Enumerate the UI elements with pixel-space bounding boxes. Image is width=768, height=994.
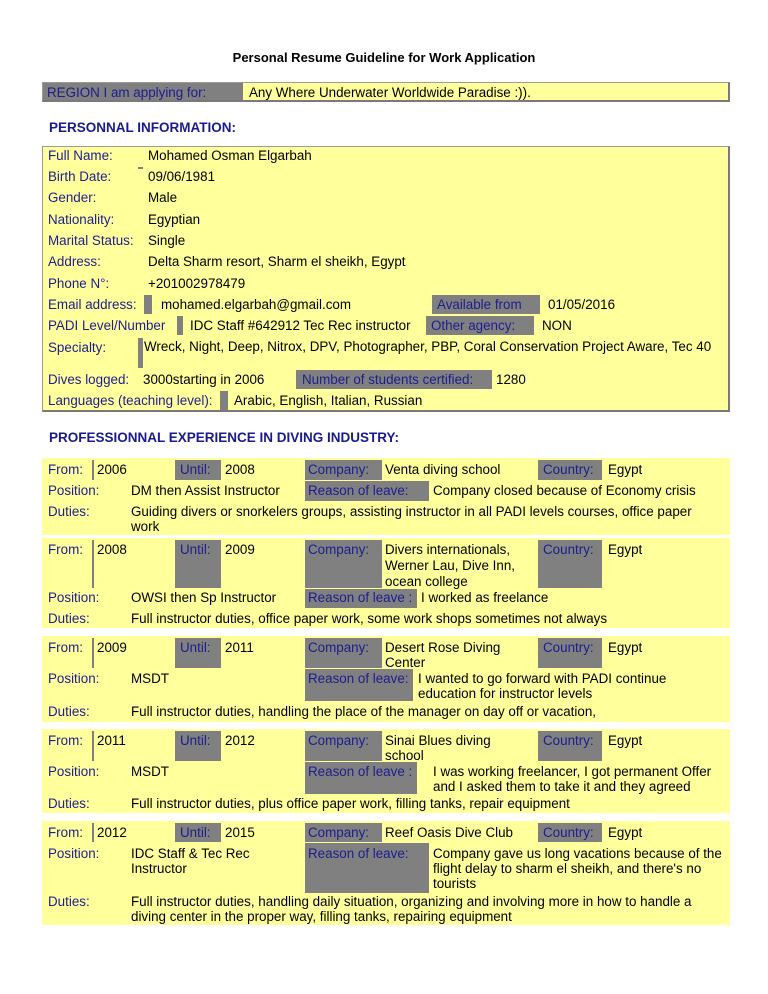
duties-label: Duties: [48, 796, 90, 811]
from-label: From: [48, 542, 83, 557]
fullname-label: Full Name: [48, 148, 113, 163]
until-label: Until: [180, 825, 211, 840]
experience-heading: PROFESSIONNAL EXPERIENCE IN DIVING INDUSTRY: [49, 430, 400, 445]
country-value: Egypt [608, 825, 643, 840]
until-value: 2011 [225, 640, 254, 655]
from-label: From: [48, 640, 83, 655]
position-label: Position: [48, 846, 100, 861]
country-value: Egypt [608, 462, 643, 477]
dives-label: Dives logged: [48, 372, 130, 387]
address-label: Address: [48, 254, 101, 269]
until-value: 2009 [225, 542, 255, 557]
company-label: Company: [308, 640, 370, 655]
position-value: IDC Staff & Tec Rec Instructor [131, 846, 250, 876]
birth-label: Birth Date: [48, 169, 112, 184]
position-value: OWSI then Sp Instructor [131, 590, 277, 605]
from-value: 2008 [97, 542, 127, 557]
reason-value: I was working freelancer, I got permanent Offer and I asked them to take it and they agreed [433, 764, 712, 794]
marital-label: Marital Status: [48, 233, 134, 248]
region-value: Any Where Underwater Worldwide Paradise :)). [249, 85, 531, 100]
padi-value: IDC Staff #642912 Tec Rec instructor [190, 318, 411, 333]
from-value: 2012 [97, 825, 127, 840]
reason-label: Reason of leave: [308, 846, 409, 861]
duties-value: Full instructor duties, handling the place of the manager on day off or vacation, [131, 704, 596, 719]
languages-label: Languages (teaching level): [48, 393, 213, 408]
phone-value: +201002978479 [148, 276, 246, 291]
gender-value: Male [148, 190, 178, 205]
company-label: Company: [308, 542, 370, 557]
birth-value: 09/06/1981 [148, 169, 216, 184]
until-value: 2008 [225, 462, 255, 477]
reason-label: Reason of leave: [308, 483, 409, 498]
position-value: DM then Assist Instructor [131, 483, 280, 498]
reason-value: I worked as freelance [421, 590, 549, 605]
company-value: Reef Oasis Dive Club [385, 825, 514, 840]
country-value: Egypt [608, 733, 643, 748]
duties-value: Full instructor duties, handling daily situation, organizing and involving more in how to handle a diving center in the proper way, filling tanks, repairing equipment [131, 894, 692, 924]
reason-label: Reason of leave : [308, 764, 413, 779]
from-label: From: [48, 733, 83, 748]
students-label: Number of students certified: [302, 372, 474, 387]
page-title: Personal Resume Guideline for Work Application [232, 50, 536, 65]
agency-value: NON [542, 318, 572, 333]
from-value: 2009 [97, 640, 127, 655]
company-value: Venta diving school [385, 462, 501, 477]
country-value: Egypt [608, 640, 643, 655]
specialty-value: Wreck, Night, Deep, Nitrox, DPV, Photographer, PBP, Coral Conservation Project Aware, Tec 40 [144, 339, 712, 354]
reason-value: Company closed because of Economy crisis [433, 483, 696, 498]
agency-label: Other agency: [431, 318, 516, 333]
fullname-value: Mohamed Osman Elgarbah [148, 148, 312, 163]
marital-value: Single [148, 233, 186, 248]
reason-value: Company gave us long vacations because of the flight delay to sharm el sheikh, and there's no tourists [433, 846, 722, 891]
reason-label: Reason of leave: [308, 671, 409, 686]
company-value: Divers internationals, Werner Lau, Dive Inn, ocean college [385, 542, 516, 589]
company-value: Desert Rose Diving Center [385, 640, 501, 670]
company-label: Company: [308, 733, 370, 748]
position-value: MSDT [131, 764, 169, 779]
personal-heading: PERSONNAL INFORMATION: [49, 120, 236, 135]
position-label: Position: [48, 590, 100, 605]
until-label: Until: [180, 542, 211, 557]
specialty-label: Specialty: [48, 340, 107, 355]
phone-label: Phone N°: [48, 276, 110, 291]
from-value: 2006 [97, 462, 127, 477]
from-label: From: [48, 825, 83, 840]
until-label: Until: [180, 462, 211, 477]
from-value: 2011 [97, 733, 126, 748]
available-value: 01/05/2016 [548, 297, 616, 312]
birth-gap [138, 167, 143, 169]
company-label: Company: [308, 462, 370, 477]
country-label: Country: [543, 462, 594, 477]
email-value: mohamed.elgarbah@gmail.com [161, 297, 351, 312]
address-value: Delta Sharm resort, Sharm el sheikh, Egypt [148, 254, 406, 269]
languages-value: Arabic, English, Italian, Russian [234, 393, 423, 408]
gender-label: Gender: [48, 190, 97, 205]
available-label: Available from [437, 297, 522, 312]
country-label: Country: [543, 733, 594, 748]
duties-label: Duties: [48, 894, 90, 909]
duties-label: Duties: [48, 611, 90, 626]
country-label: Country: [543, 825, 594, 840]
email-label: Email address: [48, 297, 137, 312]
until-value: 2015 [225, 825, 255, 840]
country-label: Country: [543, 542, 594, 557]
position-label: Position: [48, 671, 100, 686]
reason-label: Reason of leave : [308, 590, 413, 605]
until-value: 2012 [225, 733, 255, 748]
position-label: Position: [48, 764, 100, 779]
dives-value: 3000starting in 2006 [143, 372, 265, 387]
duties-value: Guiding divers or snorkelers groups, assisting instructor in all PADI levels courses, office paper work [131, 504, 692, 534]
region-label: REGION I am applying for: [47, 85, 207, 100]
padi-label: PADI Level/Number [48, 318, 166, 333]
company-value: Sinai Blues diving school [385, 733, 491, 763]
nationality-value: Egyptian [148, 212, 201, 227]
from-label: From: [48, 462, 83, 477]
until-label: Until: [180, 640, 211, 655]
duties-label: Duties: [48, 704, 90, 719]
country-label: Country: [543, 640, 594, 655]
until-label: Until: [180, 733, 211, 748]
position-value: MSDT [131, 671, 169, 686]
company-label: Company: [308, 825, 370, 840]
duties-value: Full instructor duties, office paper work, some work shops sometimes not always [131, 611, 608, 626]
reason-value: I wanted to go forward with PADI continue education for instructor levels [418, 671, 667, 701]
position-label: Position: [48, 483, 100, 498]
country-value: Egypt [608, 542, 643, 557]
nationality-label: Nationality: [48, 212, 115, 227]
duties-value: Full instructor duties, plus office paper work, filling tanks, repair equipment [131, 796, 570, 811]
duties-label: Duties: [48, 504, 90, 519]
students-value: 1280 [496, 372, 526, 387]
